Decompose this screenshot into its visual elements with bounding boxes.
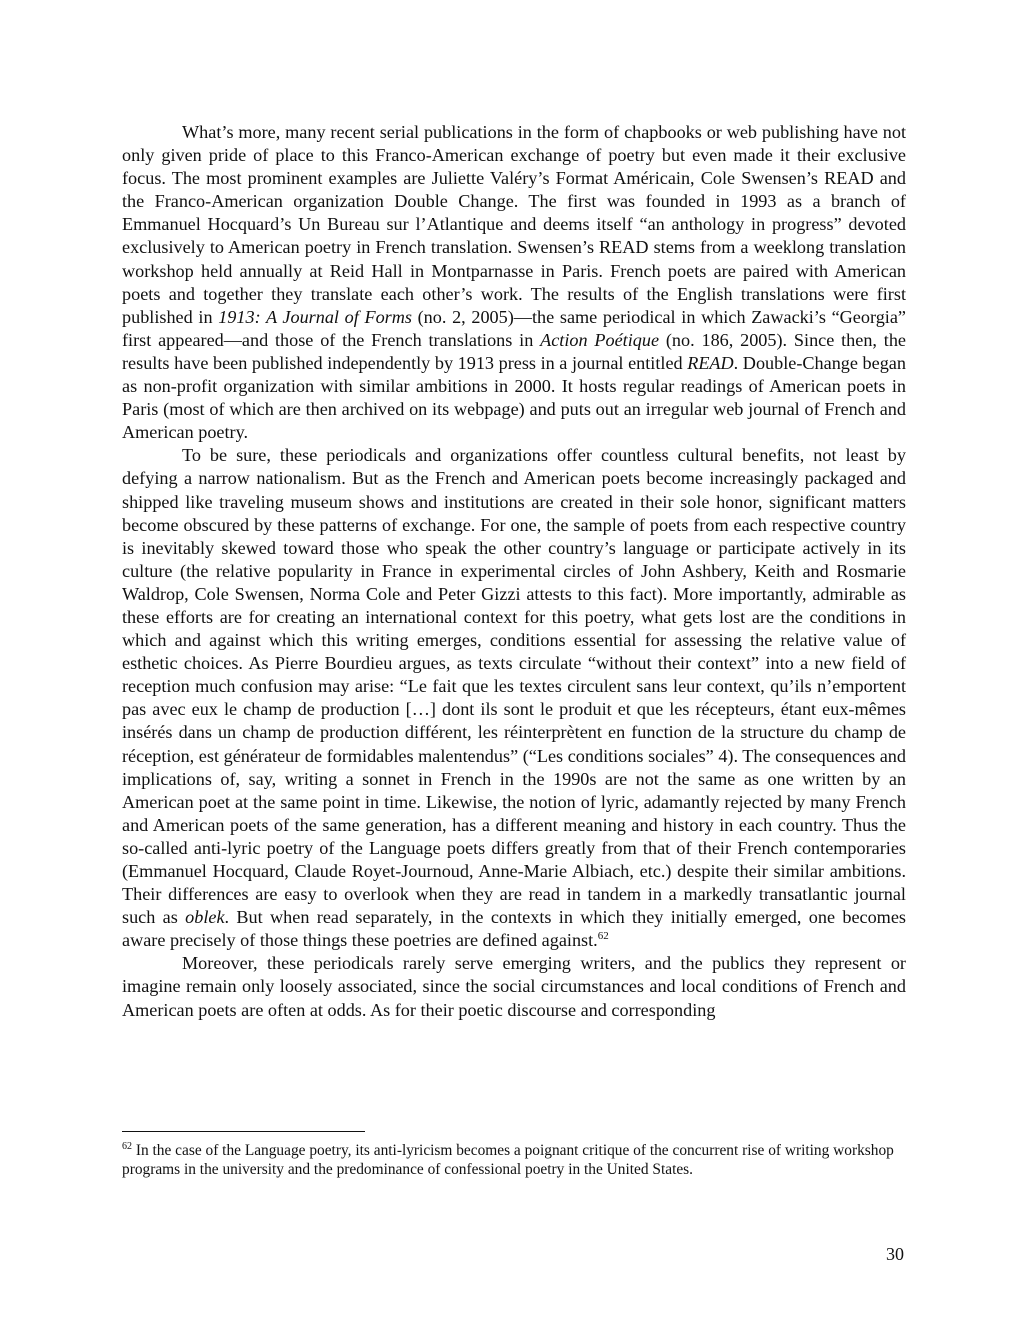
paragraph-3-text-1: Moreover, these periodicals rarely serve emerging writers, and the publics they represent or imagine remain only loosely associated, since the social circumstances and local conditions of French and American poets are often at odds. As for their poetic discourse and corresponding	[122, 953, 906, 1020]
footnote-text: In the case of the Language poetry, its anti-lyricism becomes a poignant critique of the concurrent rise of writing workshop programs in the university and the predominance of confessional poetry in the United States.	[122, 1142, 894, 1179]
paragraph-2-text-1: To be sure, these periodicals and organizations offer countless cultural benefits, not least by defying a narrow nationalism. But as the French and American poets become increasingly packaged and shipped like traveling museum shows and institutions are created in their sole honor, significant matters become obscured by these patterns of exchange. For one, the sample of poets from each respective country is inevitably skewed toward those who speak the other country’s language or participate actively in its culture (the relative popularity in France in experimental circles of John Ashbery, Keith and Rosmarie Waldrop, Cole Swensen, Norma Cole and Peter Gizzi attests to this fact). More importantly, admirable as these efforts are for creating an international context for this poetry, what gets lost are the conditions in which and against which this writing emerges, conditions essential for assessing the relative value of esthetic choices. As Pierre Bourdieu argues, as texts circulate “without their context” into a new field of reception much confusion may arise: “Le fait que les textes circulent sans leur context, qu’ils n’emportent pas avec eux le champ de production […] dont ils sont le produit et que les récepteurs, étant eux-mêmes insérés dans un champ de production différent, les réinterprètent en function de la structure du champ de réception, est générateur de formidables malentendus” (“Les conditions sociales” 4). The consequences and implications of, say, writing a sonnet in French in the 1990s are not the same as one written by an American poet at the same point in time. Likewise, the notion of lyric, adamantly rejected by many French and American poets of the same generation, has a different meaning and history in each country. Thus the so-called anti-lyric poetry of the Language poets differs greatly from that of their French contemporaries (Emmanuel Hocquard, Claude Royet-Journoud, Anne-Marie Albiach, etc.) despite their similar ambitions. Their differences are easy to overlook when they are read in tandem in a markedly transatlantic journal such as	[122, 445, 906, 928]
page-number: 30	[886, 1244, 904, 1264]
paragraph-3	[122, 952, 906, 1021]
footnote-number: 62	[122, 1141, 132, 1152]
paragraph-1-text-4: . Double-Change began as non-profit organization with similar ambitions in 2000. It hosts regular readings of American poets in Paris (most of which are then archived on its webpage) and puts out an irregular web journal of French and American poetry.	[122, 352, 906, 443]
body-text	[122, 121, 906, 1022]
paragraph-2	[122, 444, 906, 952]
footnote-reference-62[interactable]: 62	[597, 930, 609, 943]
paragraph-1-text-2: (no. 2, 2005)—the same periodical in which Zawacki’s “Georgia” first appeared—and those of the French translations in	[122, 306, 906, 350]
paragraph-1-text-3: (no. 186, 2005). Since then, the results have been published independently by 1913 press in a journal entitled	[122, 329, 907, 373]
paragraph-1	[122, 121, 906, 444]
footnote-separator	[122, 1131, 365, 1132]
footnote-62	[122, 1141, 906, 1180]
paragraph-1-text-1: What’s more, many recent serial publications in the form of chapbooks or web publishing have not only given pride of place to this Franco-American exchange of poetry but even made it their exclusive focus. The most prominent examples are Juliette Valéry’s Format Américain, Cole Swensen’s READ and the Franco-American organization Double Change. The first was founded in 1993 as a branch of Emmanuel Hocquard’s Un Bureau sur l’Atlantique and deems itself “an anthology in progress” devoted exclusively to American poetry in French translation. Swensen’s READ stems from a weeklong translation workshop held annually at Reid Hall in Montparnasse in Paris. French poets are paired with American poets and together they translate each other’s work. The results of the English translations were first published in	[122, 122, 906, 327]
journal-title-action-poetique: Action Poétique	[540, 329, 660, 350]
journal-title-1913: 1913: A Journal of Forms	[218, 306, 412, 327]
journal-title-oblek: oblek	[185, 907, 225, 928]
paragraph-2-text-2: . But when read separately, in the contexts in which they initially emerged, one becomes aware precisely of those things these poetries are defined against.	[122, 907, 906, 951]
journal-title-read: READ	[687, 352, 734, 373]
